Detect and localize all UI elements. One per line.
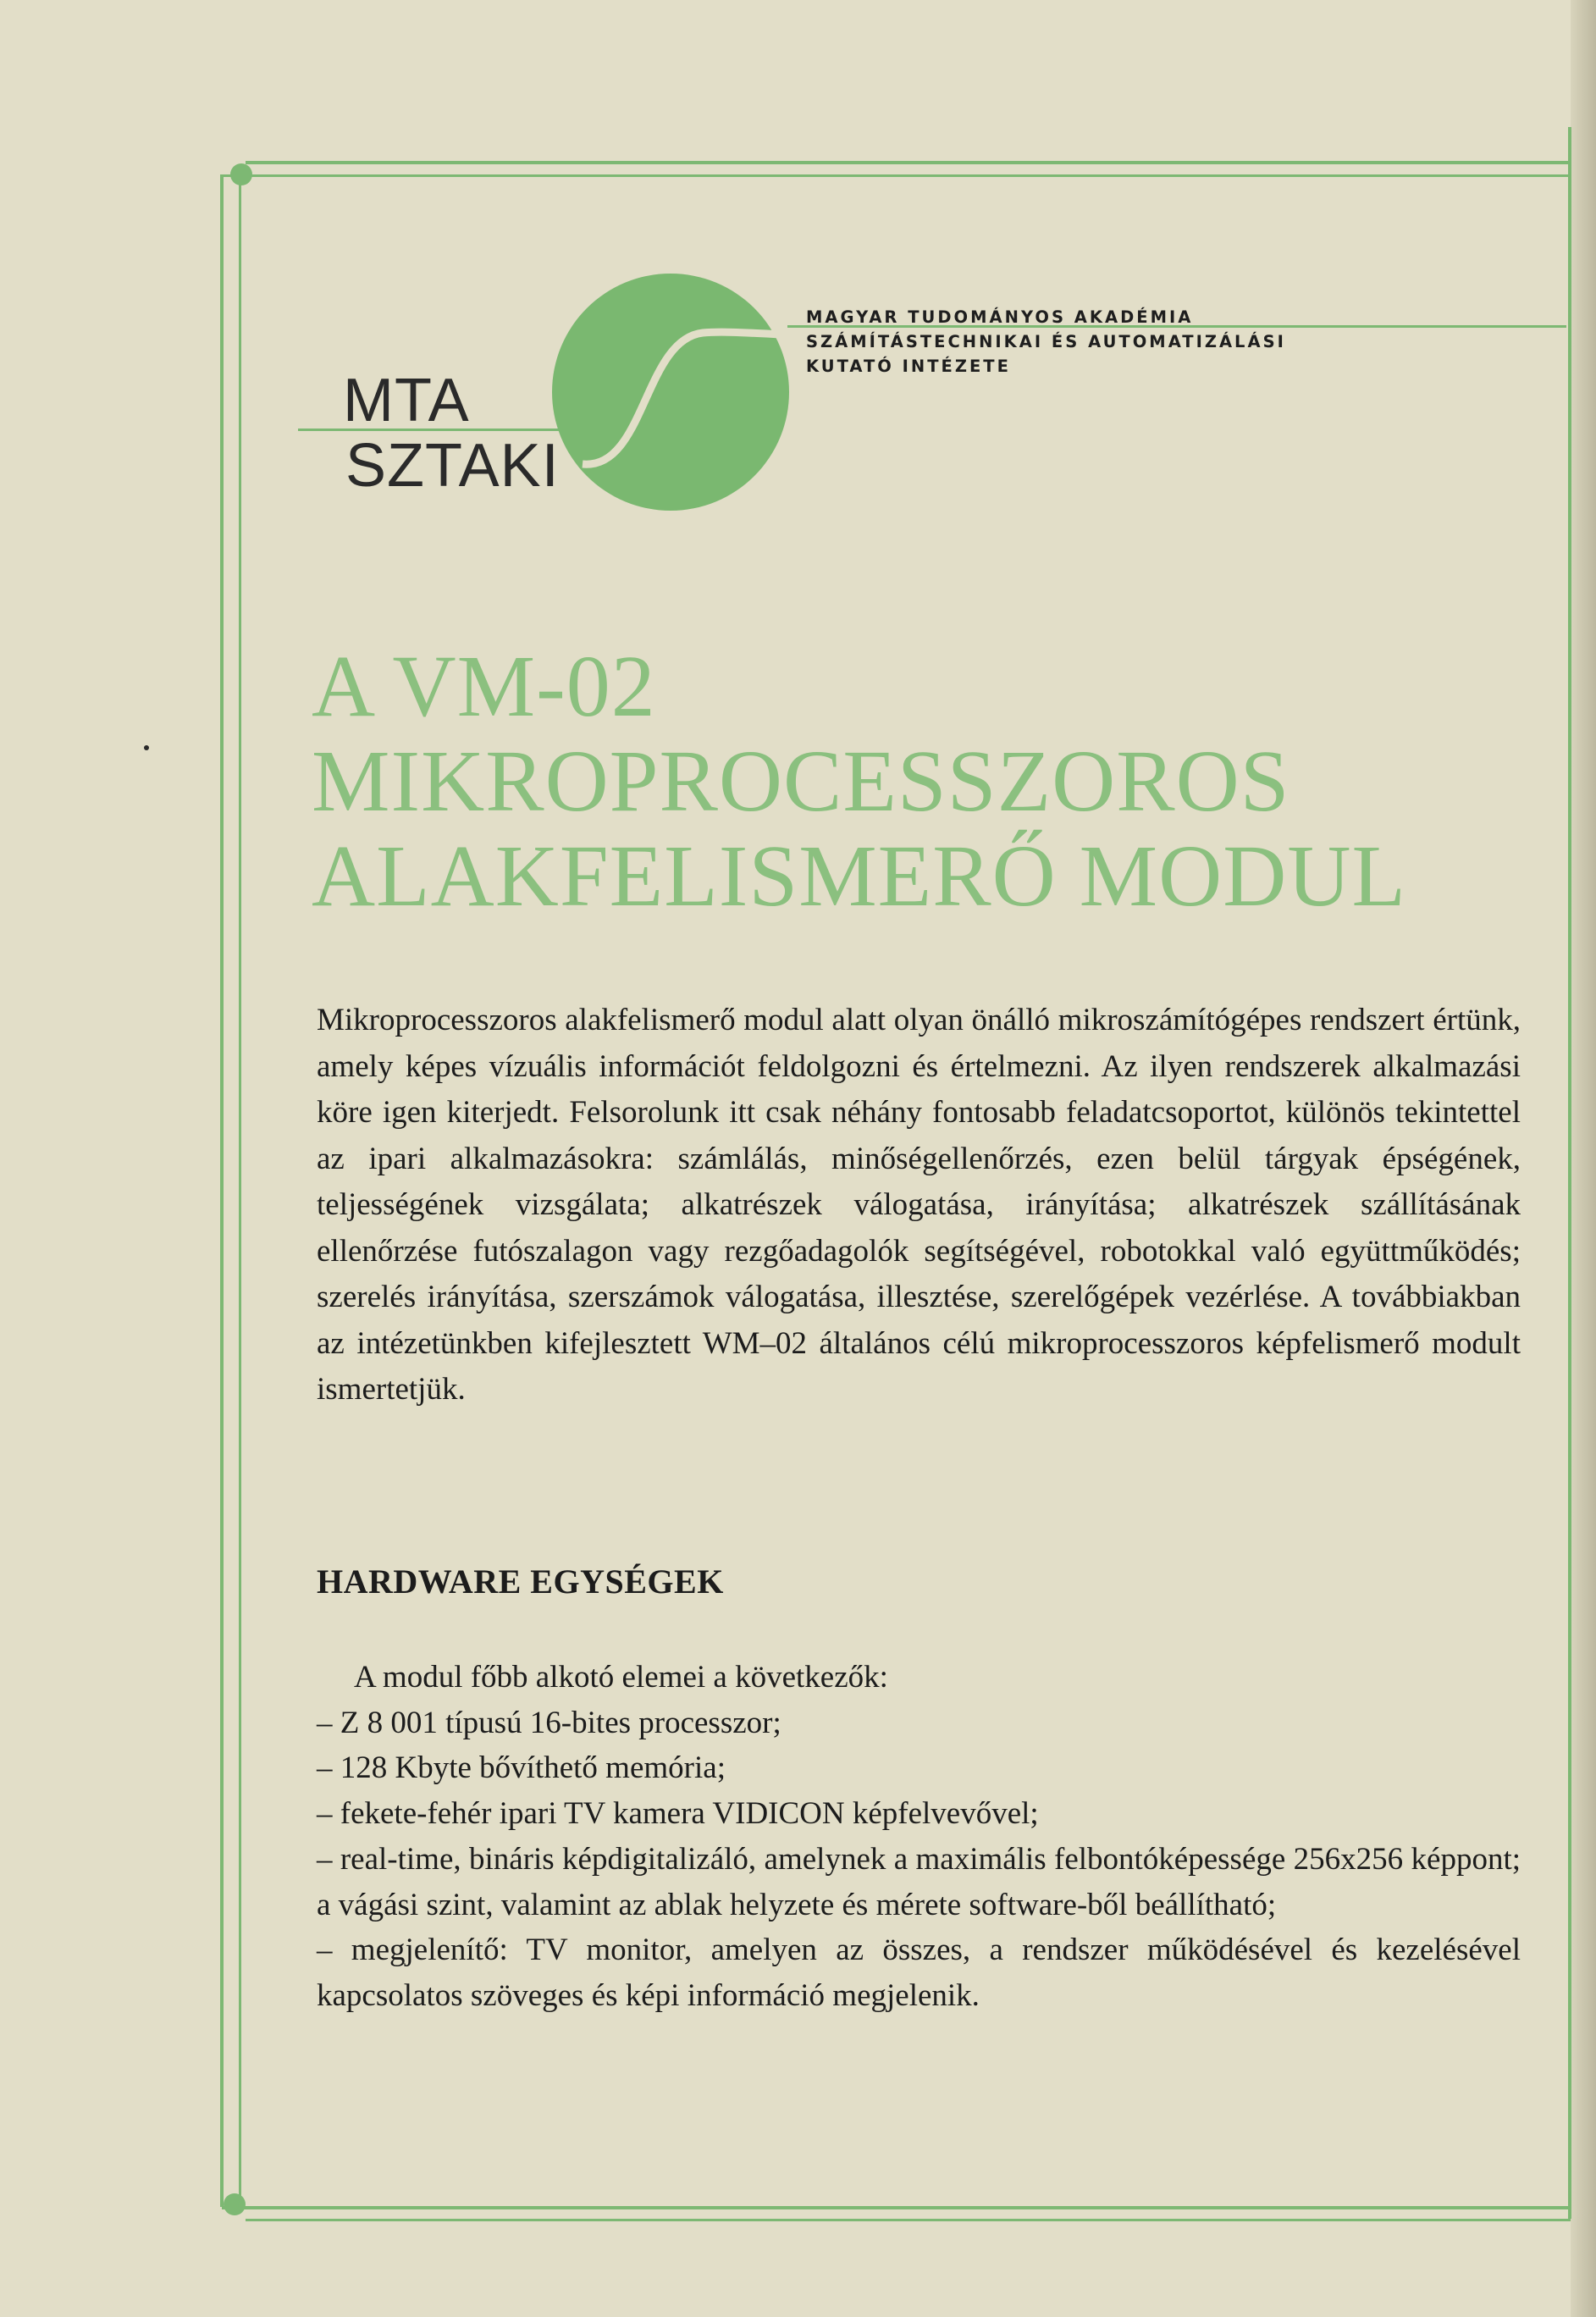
frame-top-inner-line	[222, 174, 1571, 177]
list-item: – 128 Kbyte bővíthető memória;	[317, 1750, 726, 1786]
title-line: A VM-02	[312, 638, 656, 735]
frame-bottom-dot	[224, 2193, 246, 2215]
logo-mta: MTA	[343, 367, 470, 434]
institute-line: MAGYAR TUDOMÁNYOS AKADÉMIA	[806, 307, 1194, 327]
title-line: ALAKFELISMERŐ MODUL	[312, 827, 1406, 925]
stray-mark	[144, 745, 149, 750]
frame-left-inner-line	[239, 182, 241, 2206]
frame-bottom-line	[222, 2206, 1571, 2209]
section-heading: HARDWARE EGYSÉGEK	[317, 1562, 724, 1601]
list-item: – Z 8 001 típusú 16-bites processzor;	[317, 1705, 781, 1740]
list-item: – real-time, bináris képdigitalizáló, amelynek a maximális felbontóképessége 256x256 képpont; a vágási szint, valamint az ablak helyzete és mérete software-ből beállítható;	[317, 1841, 1521, 1922]
frame-left-line	[220, 174, 224, 2207]
frame-right-line	[1568, 127, 1571, 2219]
intro-paragraph: Mikroprocesszoros alakfelismerő modul alatt olyan önálló mikroszámítógépes rendszert értünk, amely képes vízuális információt feldolgozni és értelmezni. Az ilyen rendszerek alkalmazási köre igen kiterjedt. Felsorolunk itt csak néhány fontosabb feladatcsoportot, különös tekintettel az ipari alkalmazásokra: számlálás, minőségellenőrzés, ezen belül tárgyak épségének, teljességének vizsgálata; alkatrészek válogatása, irányítása; alkatrészek szállításának ellenőrzése futószalagon vagy rezgőadagolók segítségével, robotokkal való együttműködés; szerelés irányítása, szerszámok válogatása, illesztése, szerelőgépek vezérlése. A továbbiakban az intézetünkben kifejlesztett WM–02 általános célú mikroprocesszoros képfelismerő modult ismertetjük.	[317, 1003, 1521, 1407]
list-lead: A modul főbb alkotó elemei a következők:	[354, 1660, 888, 1695]
institute-line: KUTATÓ INTÉZETE	[806, 357, 1011, 376]
title-line: MIKROPROCESSZOROS	[312, 733, 1290, 830]
logo-sztaki: SZTAKI	[345, 432, 560, 500]
institute-name	[806, 305, 1286, 379]
institute-line: SZÁMÍTÁSTECHNIKAI ÉS AUTOMATIZÁLÁSI	[806, 332, 1286, 351]
component-list	[317, 1655, 1521, 2019]
page-edge-shadow	[1571, 0, 1596, 2317]
list-item: – megjelenítő: TV monitor, amelyen az összes, a rendszer működésével és kezelésével kapcsolatos szöveges és képi információ megjelenik.	[317, 1933, 1521, 2013]
article-title	[312, 639, 1514, 924]
frame-top-line	[246, 161, 1571, 164]
list-item: – fekete-fehér ipari TV kamera VIDICON képfelvevővel;	[317, 1796, 1039, 1832]
frame-bottom-inner-line	[246, 2219, 1571, 2221]
logo-swoosh-icon	[552, 274, 789, 511]
frame-top-dot	[230, 163, 252, 185]
